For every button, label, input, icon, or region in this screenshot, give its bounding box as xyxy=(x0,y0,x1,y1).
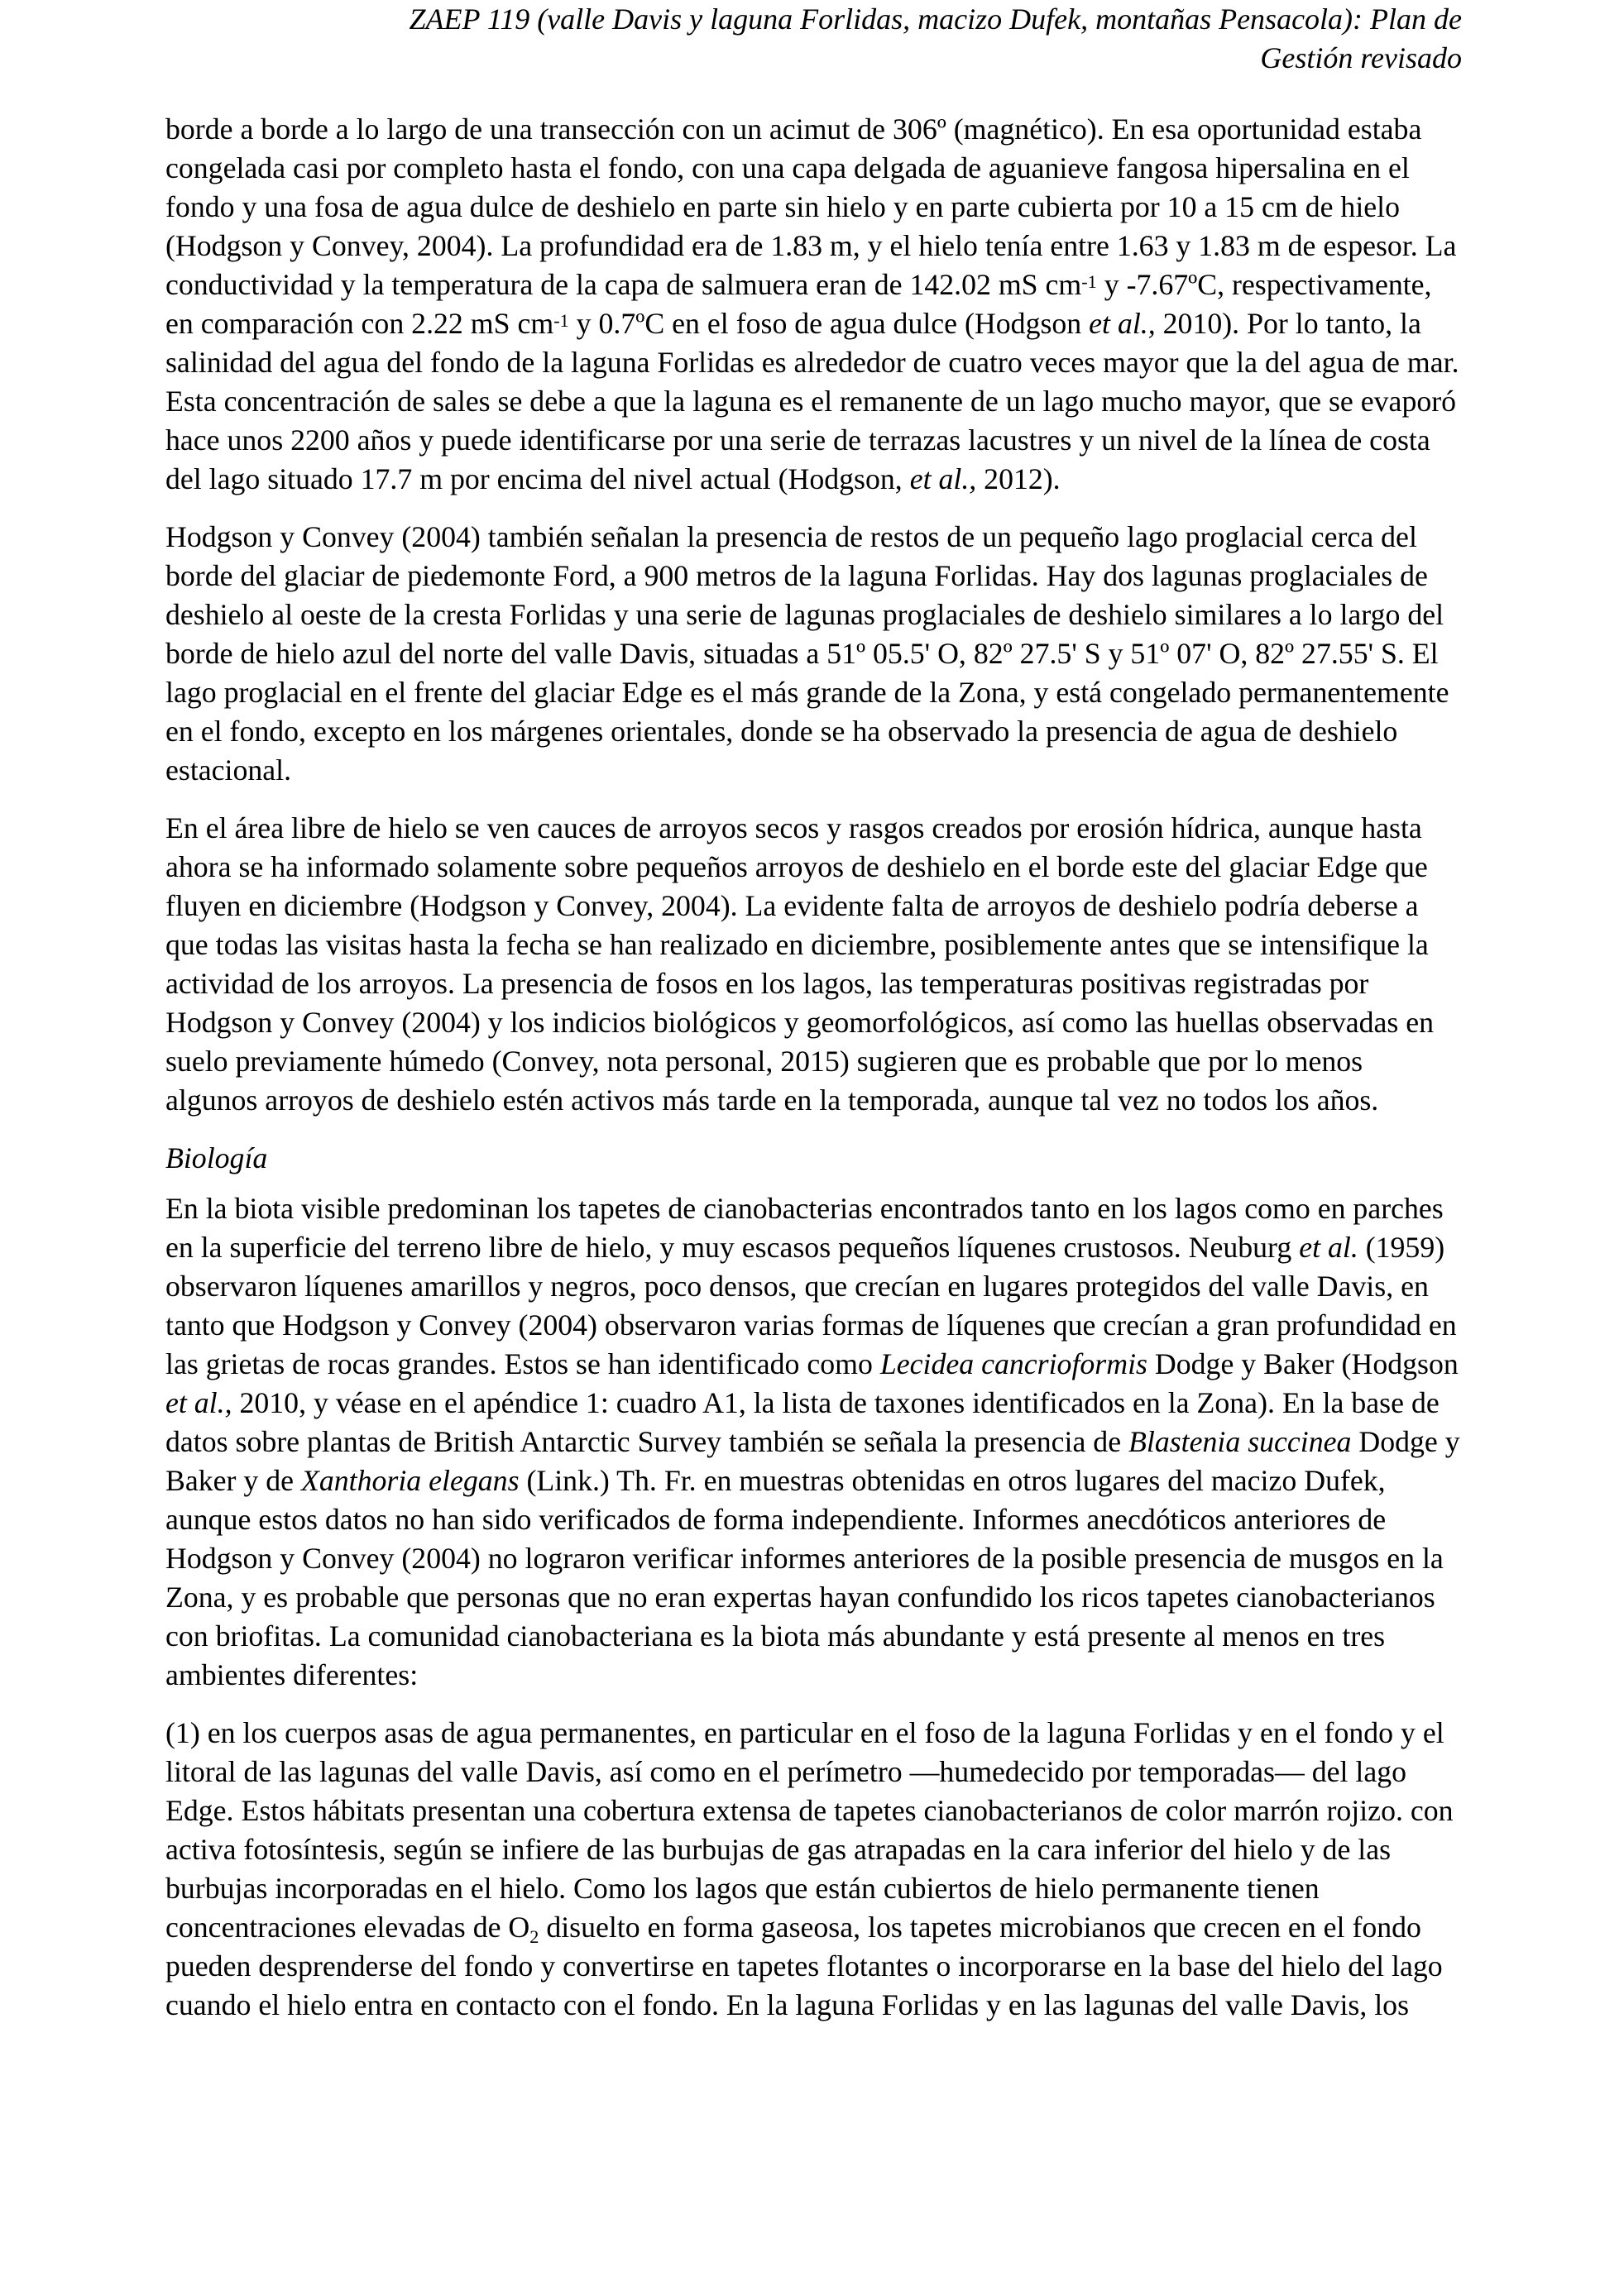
paragraph-environment-1: (1) en los cuerpos asas de agua permanentes, en particular en el foso de la laguna Forlidas y en el fondo y el litoral de las lagunas del valle Davis, así como en el perímetro —humedecido por temporadas— del lago Edge. Estos hábitats presentan una cobertura extensa de tapetes cianobacterianos de color marrón rojizo. con activa fotosíntesis, según se infiere de las burbujas de gas atrapadas en la cara inferior del hielo y de las burbujas incorporadas en el hielo. Como los lagos que están cubiertos de hielo permanente tienen concentraciones elevadas de $O_2$ disuelto en forma gaseosa, los tapetes microbianos que crecen en el fondo pueden desprenderse del fondo y convertirse en tapetes flotantes o incorporarse en la base del hielo del lago cuando el hielo entra en contacto con el fondo. En la laguna Forlidas y en las lagunas del valle Davis, los xyxy=(165,1716,1454,2021)
header-line-2: Gestión revisado xyxy=(1260,41,1462,74)
paragraph-laguna-forlidas: borde a borde a lo largo de una transección con un acimut de 306º (magnético). En esa oportunidad estaba congelada casi por completo hasta el fondo, con una capa delgada de aguanieve fangosa hipersalina en el fondo y una fosa de agua dulce de deshielo en parte sin hielo y en parte cubierta por 10 a 15 cm de hielo (Hodgson y Convey, 2004). La profundidad era de 1.83 m, y el hielo tenía entre 1.63 y 1.83 m de espesor. La conductividad y la temperatura de la capa de salmuera eran de 142.02 mS $cm^{-1}$ y -7.67ºC, respectivamente, en comparación con 2.22 mS $cm^{-1}$ y 0.7ºC en el foso de agua dulce (Hodgson et al., 2010). Por lo tanto, la salinidad del agua del fondo de la laguna Forlidas es alrededor de cuatro veces mayor que la del agua de mar. Esta concentración de sales se debe a que la laguna es el remanente de un lago mucho mayor, que se evaporó hace unos 2200 años y puede identificarse por una serie de terrazas lacustres y un nivel de la línea de costa del lago situado 17.7 m por encima del nivel actual (Hodgson, et al., 2012). xyxy=(165,112,1459,495)
paragraph-proglacial-lakes: Hodgson y Convey (2004) también señalan la presencia de restos de un pequeño lago proglacial cerca del borde del glaciar de piedemonte Ford, a 900 metros de la laguna Forlidas. Hay dos lagunas proglaciales de deshielo al oeste de la cresta Forlidas y una serie de lagunas proglaciales de deshielo similares a lo largo del borde de hielo azul del norte del valle Davis, situadas a 51º 05.5' O, 82º 27.5' S y 51º 07' O, 82º 27.55' S. El lago proglacial en el frente del glaciar Edge es el más grande de la Zona, y está congelado permanentemente en el fondo, excepto en los márgenes orientales, donde se ha observado la presencia de agua de deshielo estacional. xyxy=(165,520,1449,787)
paragraph-biota: En la biota visible predominan los tapetes de cianobacterias encontrados tanto en los lagos como en parches en la superficie del terreno libre de hielo, y muy escasos pequeños líquenes crustosos. Neuburg et al. (1959) observaron líquenes amarillos y negros, poco densos, que crecían en lugares protegidos del valle Davis, en tanto que Hodgson y Convey (2004) observaron varias formas de líquenes que crecían a gran profundidad en las grietas de rocas grandes. Estos se han identificado como Lecidea cancriοformis Dodge y Baker (Hodgson et al., 2010, y véase en el apéndice 1: cuadro A1, la lista de taxones identificados en la Zona). En la base de datos sobre plantas de British Antarctic Survey también se señala la presencia de Blastenia succinea Dodge y Baker y de Xanthoria elegans (Link.) Th. Fr. en muestras obtenidas en otros lugares del macizo Dufek, aunque estos datos no han sido verificados de forma independiente. Informes anecdóticos anteriores de Hodgson y Convey (2004) no lograron verificar informes anteriores de la posible presencia de musgos en la Zona, y es probable que personas que no eran expertas hayan confundido los ricos tapetes cianobacterianos con briofitas. La comunidad cianobacteriana es la biota más abundante y está presente al menos en tres ambientes diferentes: xyxy=(165,1192,1460,1691)
header-line-1: ZAEP 119 (valle Davis y laguna Forlidas, macizo Dufek, montañas Pensacola): Plan de xyxy=(409,2,1462,36)
section-heading-biologia: Biología xyxy=(165,1141,268,1174)
document-body xyxy=(165,110,1462,2025)
paragraph-meltwater-streams: En el área libre de hielo se ven cauces de arroyos secos y rasgos creados por erosión hídrica, aunque hasta ahora se ha informado solamente sobre pequeños arroyos de deshielo en el borde este del glaciar Edge que fluyen en diciembre (Hodgson y Convey, 2004). La evidente falta de arroyos de deshielo podría deberse a que todas las visitas hasta la fecha se han realizado en diciembre, posiblemente antes que se intensifique la actividad de los arroyos. La presencia de fosos en los lagos, las temperaturas positivas registradas por Hodgson y Convey (2004) y los indicios biológicos y geomorfológicos, así como las huellas observadas en suelo previamente húmedo (Convey, nota personal, 2015) sugieren que es probable que por lo menos algunos arroyos de deshielo estén activos más tarde en la temporada, aunque tal vez no todos los años. xyxy=(165,811,1435,1117)
running-header xyxy=(165,0,1462,76)
